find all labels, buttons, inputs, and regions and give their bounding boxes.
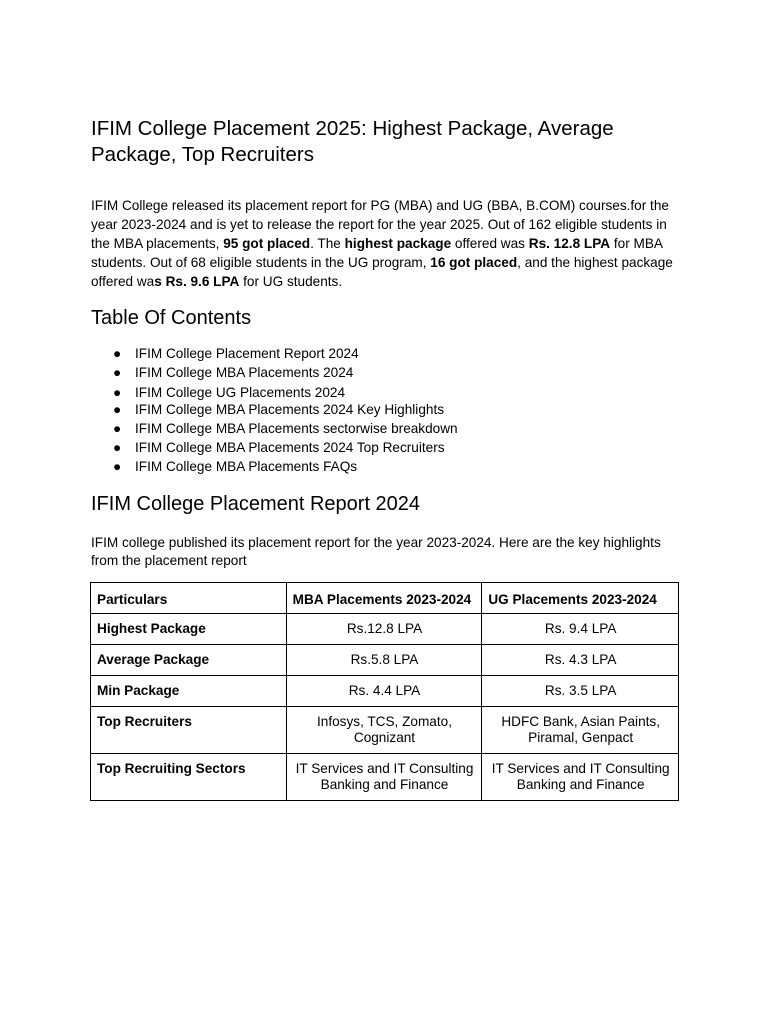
ug-value-cell: Rs. 3.5 LPA [482, 676, 679, 707]
mba-value-cell: Rs. 4.4 LPA [286, 676, 482, 707]
mba-value-cell: IT Services and IT Consulting Banking and Finance [286, 754, 482, 801]
toc-item-label: IFIM College MBA Placements sectorwise breakdown [135, 421, 458, 436]
intro-bold-placed-mba: 95 got placed [223, 236, 311, 251]
table-row [91, 676, 679, 707]
table-row [91, 645, 679, 676]
intro-bold-ug-package: s Rs. 9.6 LPA [154, 274, 240, 289]
placements-table [90, 582, 679, 801]
toc-item-label: IFIM College UG Placements 2024 [135, 385, 346, 400]
toc-item-label: IFIM College MBA Placements 2024 Top Recruiters [135, 440, 445, 455]
row-label-cell: Top Recruiting Sectors [91, 754, 287, 801]
toc-item-label: IFIM College MBA Placements 2024 Key Highlights [135, 402, 445, 417]
intro-bold-highest-package: highest package [344, 236, 452, 251]
toc-item[interactable] [91, 384, 681, 401]
intro-text-3: offered was [451, 236, 529, 251]
intro-text-6: for UG students. [239, 274, 343, 289]
ug-value-cell: Rs. 4.3 LPA [482, 645, 679, 676]
row-label-cell: Highest Package [91, 614, 287, 645]
toc-item[interactable] [91, 419, 681, 438]
report-heading: IFIM College Placement Report 2024 [91, 493, 421, 515]
bullet-icon: ● [113, 365, 122, 380]
bullet-icon: ● [113, 421, 122, 436]
table-header-row [91, 583, 679, 614]
page-title: IFIM College Placement 2025: Highest Package, Average Package, Top Recruiters [91, 117, 614, 166]
bullet-icon: ● [113, 440, 122, 455]
intro-text-1: IFIM College released its placement report for PG (MBA) and UG (BBA, B.COM) courses.for the year 2023-2024 and is yet to release the report for the year 2025. Out of 162 eligible students in the MBA placements, [91, 198, 669, 251]
toc-list [91, 344, 681, 476]
table-header-cell: Particulars [91, 583, 287, 614]
table-row [91, 707, 679, 754]
table-header-cell: MBA Placements 2023-2024 [286, 583, 482, 614]
table-row [91, 754, 679, 801]
mba-value-cell: Rs.12.8 LPA [286, 614, 482, 645]
bullet-icon: ● [113, 459, 122, 474]
toc-item[interactable] [91, 438, 681, 457]
toc-heading: Table Of Contents [91, 307, 252, 329]
toc-item[interactable] [91, 401, 681, 418]
document-content [91, 116, 681, 570]
toc-item-label: IFIM College MBA Placements 2024 [135, 365, 354, 380]
report-intro-paragraph: IFIM college published its placement report for the year 2023-2024. Here are the key highlights from the placement report [91, 535, 661, 568]
toc-item-label: IFIM College MBA Placements FAQs [135, 459, 358, 474]
bullet-icon: ● [113, 385, 122, 400]
intro-text-5: , and the highest package offered wa [91, 255, 673, 289]
bullet-icon: ● [113, 402, 122, 417]
toc-item[interactable] [91, 457, 681, 476]
table-row [91, 614, 679, 645]
intro-text-4: for MBA students. Out of 68 eligible students in the UG program, [91, 236, 663, 270]
mba-value-cell: Infosys, TCS, Zomato, Cognizant [286, 707, 482, 754]
intro-bold-mba-package: Rs. 12.8 LPA [528, 236, 611, 251]
row-label-cell: Top Recruiters [91, 707, 287, 754]
row-label-cell: Min Package [91, 676, 287, 707]
bullet-icon: ● [113, 346, 122, 361]
toc-item[interactable] [91, 363, 681, 382]
row-label-cell: Average Package [91, 645, 287, 676]
intro-text-2: . The [310, 236, 345, 251]
ug-value-cell: Rs. 9.4 LPA [482, 614, 679, 645]
mba-value-cell: Rs.5.8 LPA [286, 645, 482, 676]
toc-item-label: IFIM College Placement Report 2024 [135, 346, 359, 361]
ug-value-cell: IT Services and IT Consulting Banking and Finance [482, 754, 679, 801]
table-header-cell: UG Placements 2023-2024 [482, 583, 679, 614]
intro-paragraph [91, 196, 681, 291]
toc-item[interactable] [91, 344, 681, 363]
ug-value-cell: HDFC Bank, Asian Paints, Piramal, Genpact [482, 707, 679, 754]
intro-bold-placed-ug: 16 got placed [430, 255, 518, 270]
